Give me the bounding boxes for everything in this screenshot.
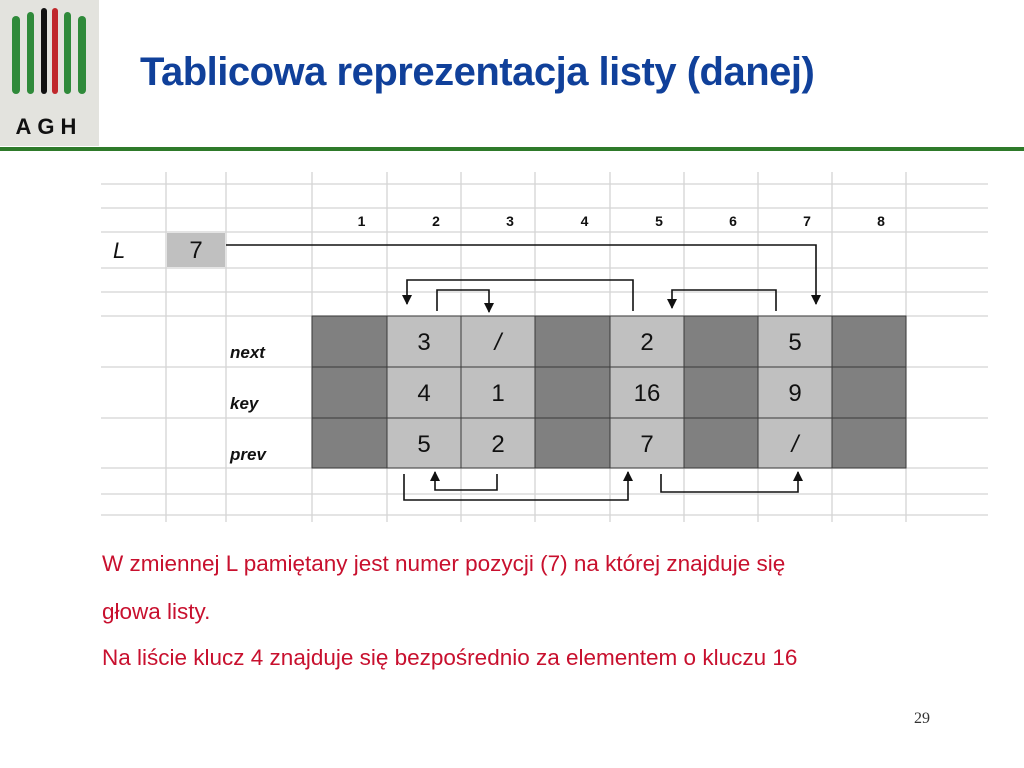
agh-logo-graphic bbox=[0, 0, 99, 146]
title-divider bbox=[0, 147, 1024, 151]
slide-number: 29 bbox=[914, 710, 930, 727]
next-arrow-5-to-2 bbox=[407, 280, 633, 311]
cell-value-next-3: / bbox=[494, 329, 502, 356]
column-header-3: 3 bbox=[506, 213, 514, 229]
cell-value-prev-3: 2 bbox=[491, 431, 505, 458]
column-header-5: 5 bbox=[655, 213, 663, 229]
cell-prev-8 bbox=[832, 418, 906, 468]
explanation-line-1: W zmiennej L pamiętany jest numer pozycji (7) na której znajduje się bbox=[102, 551, 786, 576]
explanation-line-3: Na liście klucz 4 znajduje się bezpośrednio za elementem o kluczu 16 bbox=[102, 645, 798, 670]
cell-key-4 bbox=[535, 367, 610, 418]
cell-next-4 bbox=[535, 316, 610, 367]
slide-title: Tablicowa reprezentacja listy (danej) bbox=[140, 50, 815, 94]
row-label-next: next bbox=[230, 343, 265, 362]
cell-next-1 bbox=[312, 316, 387, 367]
cell-key-8 bbox=[832, 367, 906, 418]
head-pointer-arrow bbox=[226, 245, 816, 304]
cell-value-next-5: 2 bbox=[640, 329, 654, 356]
variable-l-value: 7 bbox=[189, 237, 203, 264]
prev-arrow-3-to-2 bbox=[435, 472, 497, 490]
cell-value-prev-5: 7 bbox=[640, 431, 654, 458]
cell-value-key-3: 1 bbox=[491, 380, 505, 407]
column-header-8: 8 bbox=[877, 213, 885, 229]
variable-l-name: L bbox=[113, 238, 126, 263]
column-header-4: 4 bbox=[580, 213, 589, 229]
cell-key-1 bbox=[312, 367, 387, 418]
column-header-2: 2 bbox=[432, 213, 440, 229]
cell-key-6 bbox=[684, 367, 758, 418]
cell-next-6 bbox=[684, 316, 758, 367]
cell-value-next-2: 3 bbox=[417, 329, 431, 356]
cell-next-8 bbox=[832, 316, 906, 367]
cell-value-key-2: 4 bbox=[417, 380, 431, 407]
cell-value-prev-2: 5 bbox=[417, 431, 431, 458]
column-header-6: 6 bbox=[729, 213, 737, 229]
prev-arrow-2-to-5 bbox=[404, 472, 628, 500]
cell-value-prev-7: / bbox=[791, 431, 799, 458]
array-list-diagram bbox=[100, 167, 990, 527]
cell-prev-6 bbox=[684, 418, 758, 468]
row-label-prev: prev bbox=[230, 445, 266, 464]
logo-text: AGH bbox=[15, 114, 83, 139]
cell-value-key-7: 9 bbox=[788, 380, 802, 407]
cell-prev-4 bbox=[535, 418, 610, 468]
agh-logo bbox=[0, 0, 99, 146]
explanation-line-2: głowa listy. bbox=[102, 599, 211, 624]
next-arrow-7-to-5 bbox=[672, 290, 776, 311]
cell-value-next-7: 5 bbox=[788, 329, 802, 356]
row-label-key: key bbox=[230, 394, 259, 413]
next-arrow-2-to-3 bbox=[437, 290, 489, 312]
prev-arrow-5-to-7 bbox=[661, 472, 798, 492]
column-header-1: 1 bbox=[357, 213, 366, 229]
column-header-7: 7 bbox=[803, 213, 811, 229]
cell-value-key-5: 16 bbox=[633, 380, 661, 407]
cell-prev-1 bbox=[312, 418, 387, 468]
